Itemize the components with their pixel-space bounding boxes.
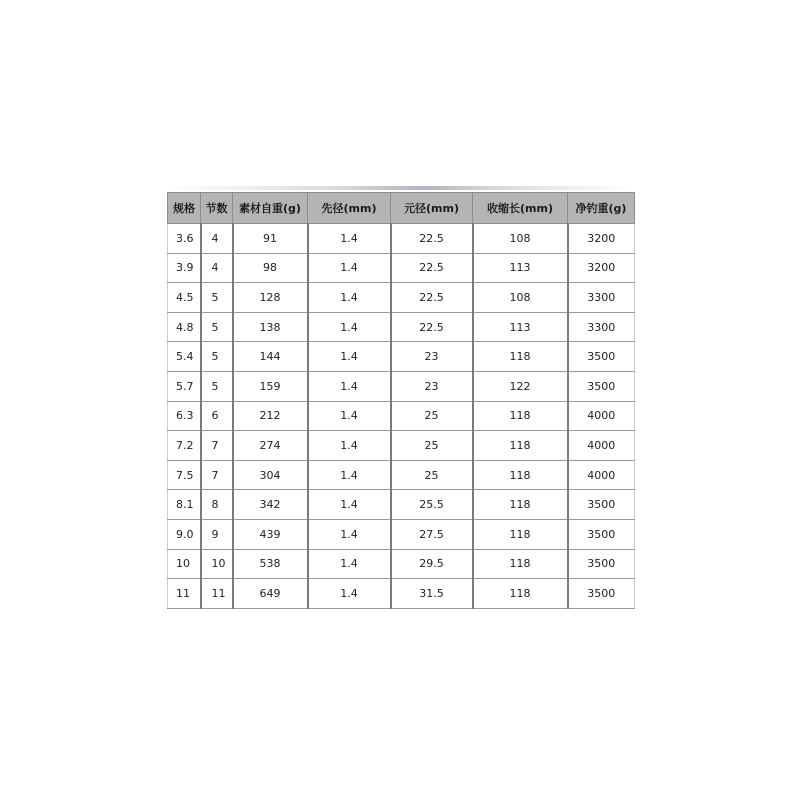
cell-closed-length: 108: [473, 283, 568, 313]
cell-closed-length: 108: [473, 224, 568, 254]
cell-net-load: 4000: [568, 460, 635, 490]
cell-weight: 439: [233, 519, 308, 549]
header-base-diameter: 元径(mm): [391, 193, 473, 224]
cell-tip-diameter: 1.4: [308, 549, 391, 579]
cell-closed-length: 113: [473, 253, 568, 283]
cell-weight: 159: [233, 371, 308, 401]
header-sections: 节数: [201, 193, 233, 224]
cell-tip-diameter: 1.4: [308, 460, 391, 490]
cell-net-load: 4000: [568, 401, 635, 431]
cell-closed-length: 118: [473, 401, 568, 431]
cell-sections: 10: [201, 549, 233, 579]
cell-weight: 538: [233, 549, 308, 579]
cell-base-diameter: 22.5: [391, 224, 473, 254]
cell-base-diameter: 25: [391, 431, 473, 461]
cell-sections: 9: [201, 519, 233, 549]
cell-closed-length: 118: [473, 519, 568, 549]
cell-sections: 6: [201, 401, 233, 431]
cell-spec: 7.2: [168, 431, 201, 461]
cell-net-load: 3500: [568, 371, 635, 401]
cell-sections: 5: [201, 312, 233, 342]
cell-closed-length: 118: [473, 460, 568, 490]
table-row: [168, 460, 635, 490]
table-row: [168, 519, 635, 549]
table-row: [168, 549, 635, 579]
cell-base-diameter: 25.5: [391, 490, 473, 520]
cell-sections: 4: [201, 253, 233, 283]
spec-table-body: [168, 224, 635, 609]
cell-weight: 98: [233, 253, 308, 283]
cell-tip-diameter: 1.4: [308, 253, 391, 283]
header-tip-diameter: 先径(mm): [308, 193, 391, 224]
cell-closed-length: 113: [473, 312, 568, 342]
cell-spec: 5.4: [168, 342, 201, 372]
cell-tip-diameter: 1.4: [308, 401, 391, 431]
cell-sections: 5: [201, 283, 233, 313]
header-row: [168, 193, 635, 224]
table-row: [168, 431, 635, 461]
cell-net-load: 3500: [568, 342, 635, 372]
cell-spec: 4.5: [168, 283, 201, 313]
cell-base-diameter: 25: [391, 401, 473, 431]
cell-tip-diameter: 1.4: [308, 431, 391, 461]
table-row: [168, 371, 635, 401]
cell-weight: 212: [233, 401, 308, 431]
cell-tip-diameter: 1.4: [308, 371, 391, 401]
cell-tip-diameter: 1.4: [308, 312, 391, 342]
cell-net-load: 3200: [568, 224, 635, 254]
cell-base-diameter: 23: [391, 371, 473, 401]
cell-net-load: 3300: [568, 283, 635, 313]
table-row: [168, 283, 635, 313]
cell-tip-diameter: 1.4: [308, 579, 391, 609]
cell-spec: 4.8: [168, 312, 201, 342]
cell-sections: 11: [201, 579, 233, 609]
cell-weight: 138: [233, 312, 308, 342]
cell-net-load: 3200: [568, 253, 635, 283]
cell-spec: 8.1: [168, 490, 201, 520]
table-row: [168, 312, 635, 342]
table-row: [168, 490, 635, 520]
cell-sections: 4: [201, 224, 233, 254]
cell-weight: 649: [233, 579, 308, 609]
cell-sections: 8: [201, 490, 233, 520]
cell-spec: 3.6: [168, 224, 201, 254]
cell-spec: 6.3: [168, 401, 201, 431]
cell-base-diameter: 25: [391, 460, 473, 490]
table-row: [168, 224, 635, 254]
cell-sections: 7: [201, 431, 233, 461]
header-weight: 素材自重(g): [233, 193, 308, 224]
cell-base-diameter: 27.5: [391, 519, 473, 549]
table-row: [168, 401, 635, 431]
cell-tip-diameter: 1.4: [308, 224, 391, 254]
cell-spec: 11: [168, 579, 201, 609]
cell-net-load: 3500: [568, 579, 635, 609]
cell-net-load: 3500: [568, 490, 635, 520]
cell-spec: 3.9: [168, 253, 201, 283]
cell-spec: 7.5: [168, 460, 201, 490]
cell-spec: 5.7: [168, 371, 201, 401]
spec-table: [167, 192, 635, 609]
cell-net-load: 4000: [568, 431, 635, 461]
header-net-load: 净钓重(g): [568, 193, 635, 224]
cell-tip-diameter: 1.4: [308, 490, 391, 520]
spec-table-header: [168, 193, 635, 224]
cell-weight: 274: [233, 431, 308, 461]
cell-sections: 5: [201, 342, 233, 372]
cell-closed-length: 118: [473, 549, 568, 579]
cell-base-diameter: 22.5: [391, 312, 473, 342]
cell-closed-length: 122: [473, 371, 568, 401]
cell-sections: 5: [201, 371, 233, 401]
cell-closed-length: 118: [473, 342, 568, 372]
cell-net-load: 3300: [568, 312, 635, 342]
cell-spec: 9.0: [168, 519, 201, 549]
table-top-border: [167, 186, 634, 190]
cell-spec: 10: [168, 549, 201, 579]
table-row: [168, 579, 635, 609]
cell-base-diameter: 22.5: [391, 253, 473, 283]
cell-weight: 91: [233, 224, 308, 254]
cell-closed-length: 118: [473, 490, 568, 520]
cell-base-diameter: 29.5: [391, 549, 473, 579]
cell-tip-diameter: 1.4: [308, 519, 391, 549]
cell-weight: 304: [233, 460, 308, 490]
cell-weight: 128: [233, 283, 308, 313]
table-row: [168, 342, 635, 372]
cell-tip-diameter: 1.4: [308, 342, 391, 372]
header-spec: 规格: [168, 193, 201, 224]
cell-sections: 7: [201, 460, 233, 490]
cell-weight: 342: [233, 490, 308, 520]
cell-closed-length: 118: [473, 431, 568, 461]
cell-base-diameter: 22.5: [391, 283, 473, 313]
header-closed-length: 收缩长(mm): [473, 193, 568, 224]
cell-net-load: 3500: [568, 549, 635, 579]
cell-closed-length: 118: [473, 579, 568, 609]
cell-net-load: 3500: [568, 519, 635, 549]
table-row: [168, 253, 635, 283]
cell-weight: 144: [233, 342, 308, 372]
cell-tip-diameter: 1.4: [308, 283, 391, 313]
cell-base-diameter: 31.5: [391, 579, 473, 609]
cell-base-diameter: 23: [391, 342, 473, 372]
